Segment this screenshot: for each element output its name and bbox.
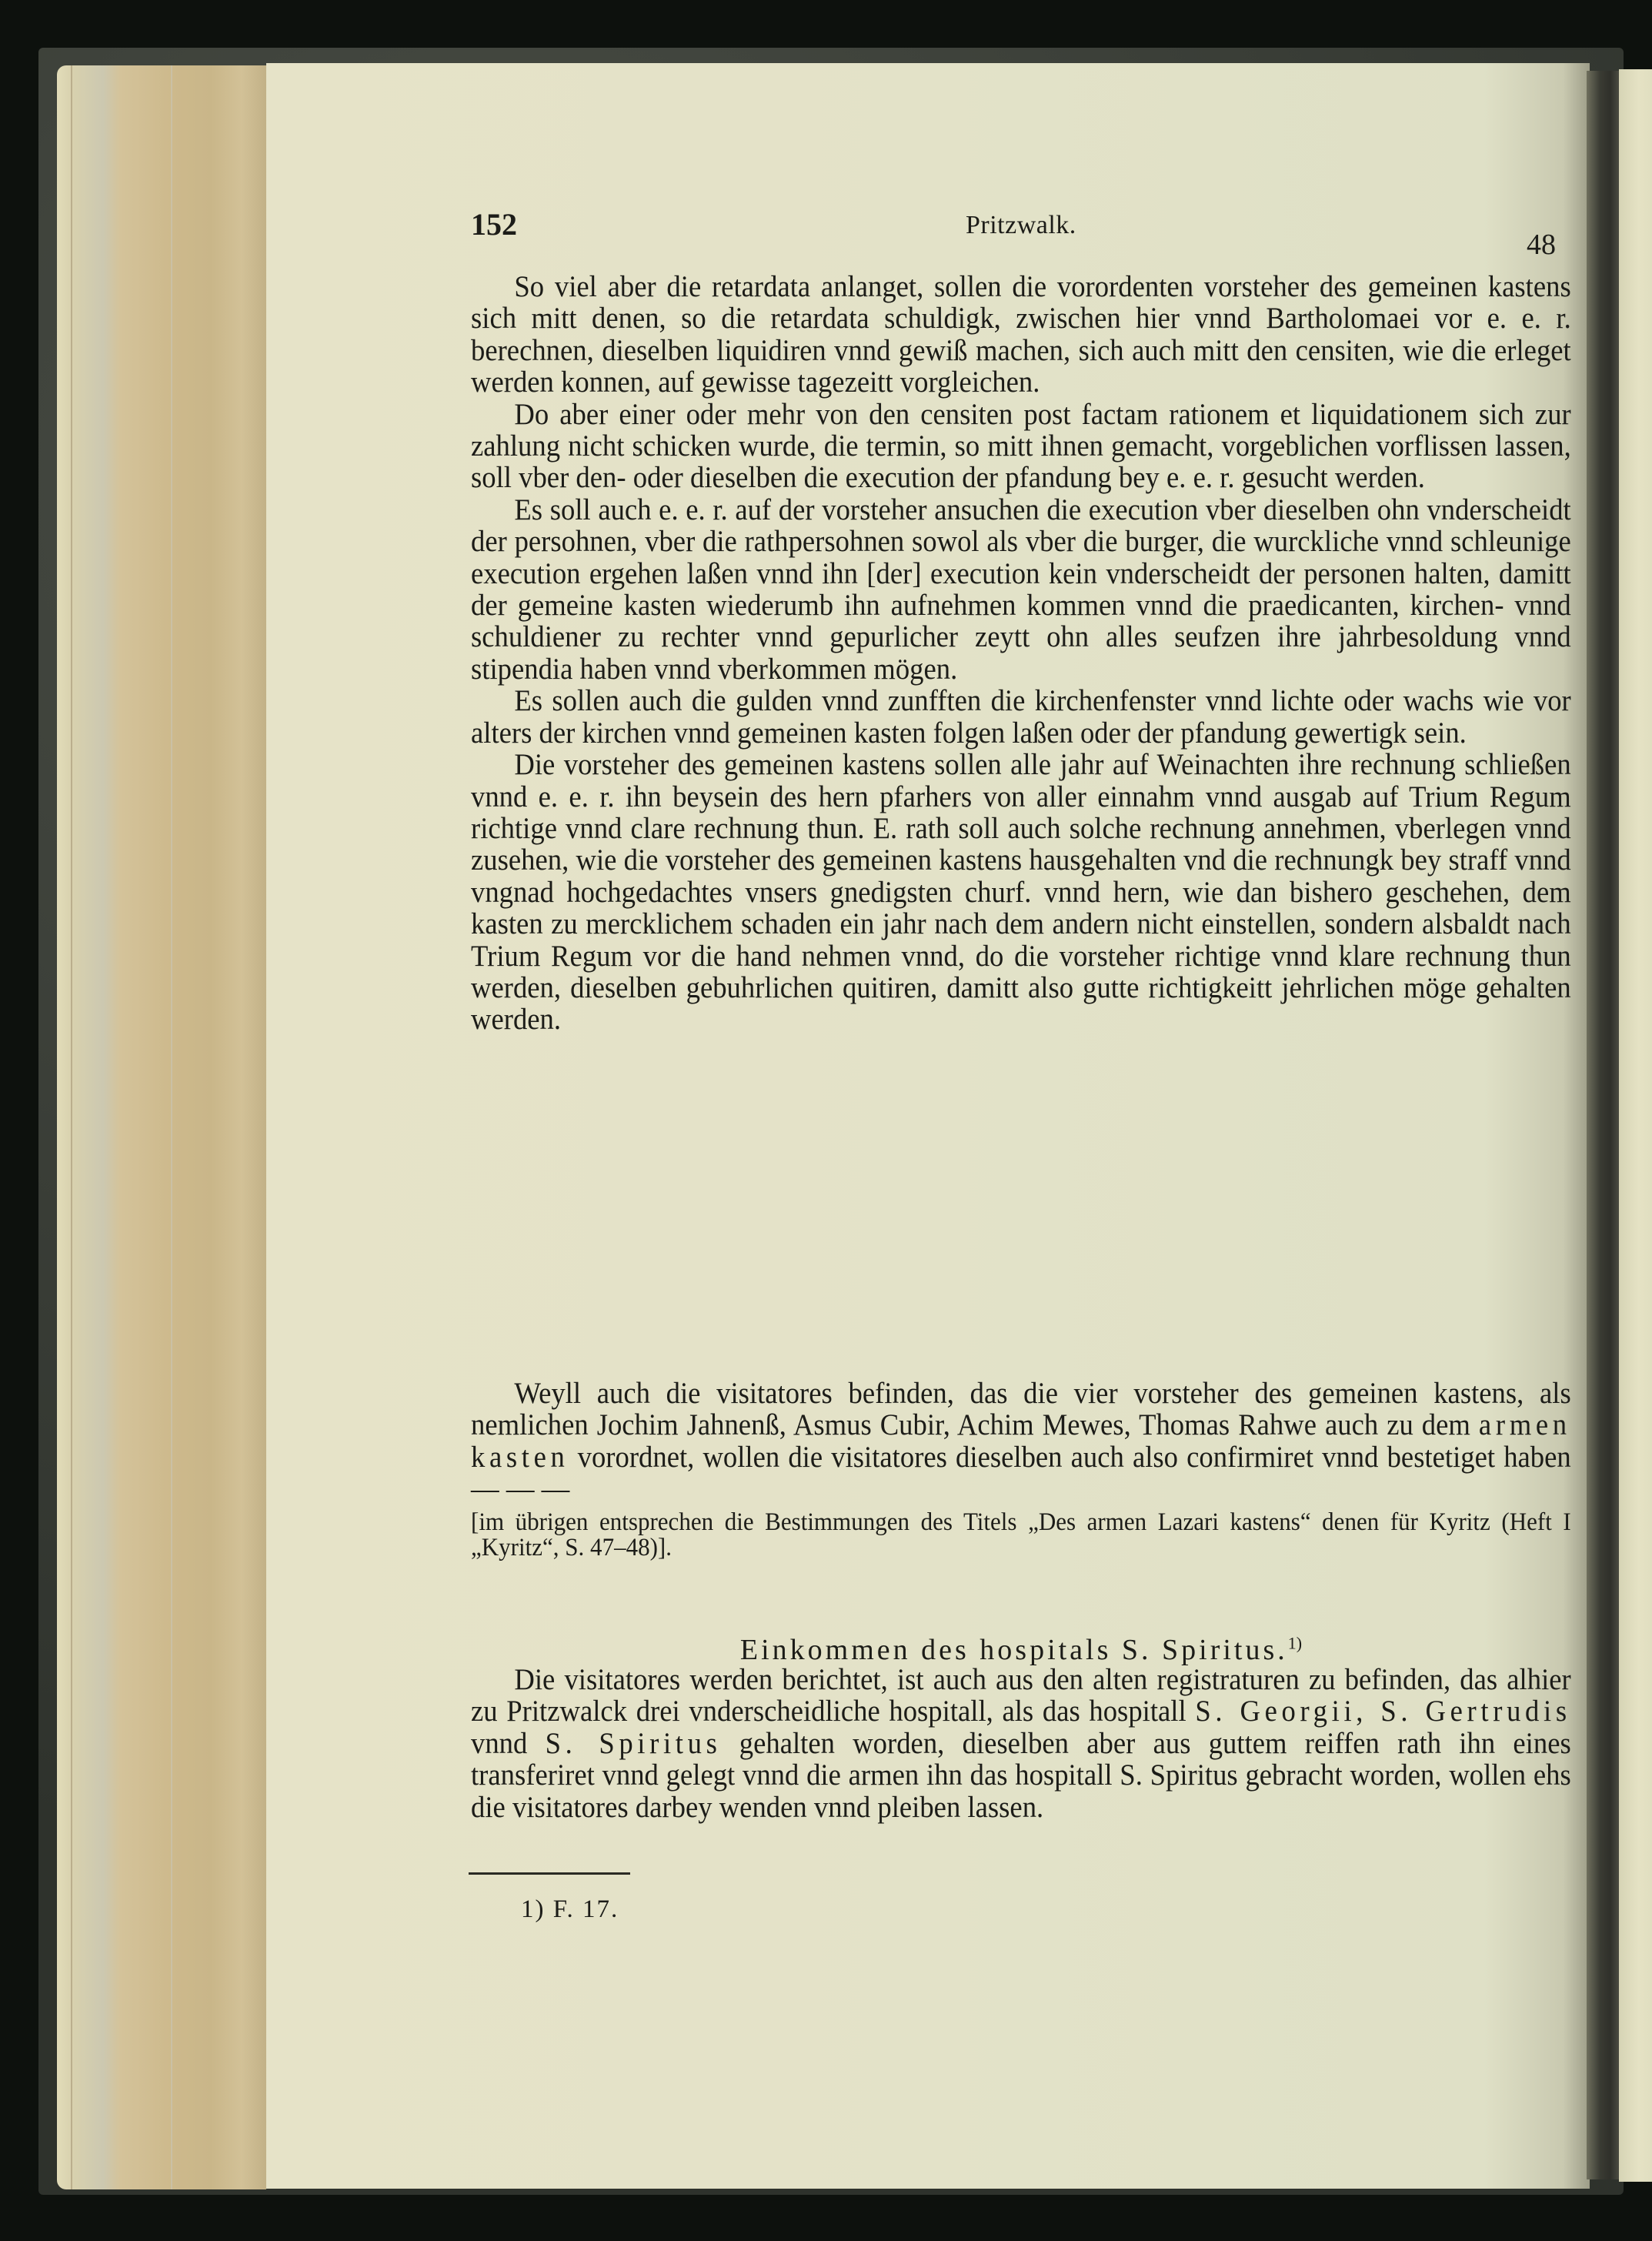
margin-number: 48 [1527,229,1556,261]
text-run: gehalten worden, dieselben aber aus guttem reiffen rath ihn eines transferiret vnnd gelegt vnnd die armen ihn das hospitall S. Spiritus gebracht worden, wollen ehs die visitatores darbey wenden vnnd pleiben lassen. [471,1726,1571,1824]
text-run: vnnd [471,1726,546,1760]
body-text-block-1 [471,271,1571,1036]
section-heading [471,1633,1571,1667]
paragraph [471,1664,1571,1823]
paragraph: Do aber einer oder mehr von den censiten post factam rationem et liquidationem sich zur zahlung nicht schicken wurde, die termin, so mitt ihnen gemacht, vorgeblichen vorflissen lassen, soll vber den- oder dieselben die execution der pfandung bey e. e. r. gesucht werden. [471,397,1571,495]
body-text-block-2 [471,1378,1571,1561]
footnote [521,1895,619,1924]
spaced-emphasis: S. Spiritus [545,1726,722,1760]
paragraph: Es sollen auch die gulden vnnd zunfften die kirchenfenster vnnd lichte oder wachs wie vor alters der kirchen vnnd gemeinen kasten folgen laßen oder der pfandung gewertigk sein. [471,684,1571,750]
facing-page-edge [1619,69,1652,2182]
page-number: 152 [471,207,517,242]
text-run: Die visitatores werden berichtet, ist auch aus den alten registraturen zu befinden, das alhier zu Pritzwalck drei vnderscheidliche hospitall, als das hospitall [471,1663,1571,1728]
footnote-text: F. 17. [552,1895,619,1923]
paragraph: Es soll auch e. e. r. auf der vorsteher ansuchen die execution vber dieselben ohn vnderscheidt der persohnen, vber die rathpersohnen sowol als vber die burger, die wurckliche vnnd schleunige execution ergehen laßen vnnd ihn [der] execution kein vnderscheidt der personen halten, damitt der gemeine kasten wiederumb ihn aufnehmen kommen vnnd die praedicanten, kirchen- vnnd schuldiener zu rechter vnnd gepurlicher zeytt ohn alles seufzen ihre jahrbesoldung vnnd stipendia haben vnnd vberkommen mögen. [471,493,1571,686]
spaced-emphasis: S. Georgii, S. Gertrudis [1195,1695,1571,1728]
paragraph [471,1378,1571,1505]
footnote-marker: 1) [1287,1633,1303,1653]
book-gutter-shadow [1587,71,1620,2179]
spaced-emphasis: armen kasten [471,1408,1571,1474]
editorial-note: [im übrigen entsprechen die Bestimmungen des Titels „Des armen Lazari kastens“ denen für Kyritz (Heft I „Kyritz“, S. 47–48)]. [471,1508,1571,1561]
paragraph: Die vorsteher des gemeinen kastens sollen alle jahr auf Weinachten ihre rechnung schließen vnnd e. e. r. ihn beysein des hern pfarhers von aller einnahm vnnd ausgab auf Trium Regum richtige vnnd clare rechnung thun. E. rath soll auch solche rechnung annehmen, vberlegen vnnd zusehen, wie die vorsteher des gemeinen kastens hausgehalten vnd die rechnungk bey straff vnnd vngnad hochgedachtes vnsers gnedigsten churf. vnnd hern, wie dan bishero geschehen, dem kasten zu mercklichem schaden ein jahr nach dem andern nicht einstellen, sondern alsbaldt nach Trium Regum vor die hand nehmen vnnd, do die vorsteher richtige vnnd klare rechnung thun werden, dieselben gebuhrlichen quitiren, damitt also gutte richtigkeitt jehrlichen möge gehalten werden. [471,748,1571,1037]
footnote-rule [469,1872,630,1875]
body-text-block-3 [471,1664,1571,1823]
footnote-marker: 1) [521,1895,546,1923]
running-title: Pritzwalk. [966,211,1076,239]
paragraph: So viel aber die retardata anlanget, sollen die vorordenten vorsteher des gemeinen kastens sich mitt denen, so die retardata schuldigk, zwischen hier vnnd Bartholomaei vor e. e. r. berechnen, dieselben liquidiren vnnd gewiß machen, sich auch mitt den censiten, wie die erleget werden konnen, auf gewisse tagezeitt vorgleichen. [471,270,1571,399]
section-heading-text: Einkommen des hospitals S. Spiritus. [739,1634,1288,1666]
text-run: vorordnet, wollen die visitatores dieselben auch also confirmiret vnnd bestetiget haben — — — [471,1440,1571,1506]
text-run: Weyll auch die visitatores befinden, das die vier vorsteher des gemeinen kastens, als nemlichen Jochim Jahnenß, Asmus Cubir, Achim Mewes, Thomas Rahwe auch zu dem [471,1377,1571,1442]
running-head [471,206,1571,261]
page-stack-edge [57,65,266,2189]
